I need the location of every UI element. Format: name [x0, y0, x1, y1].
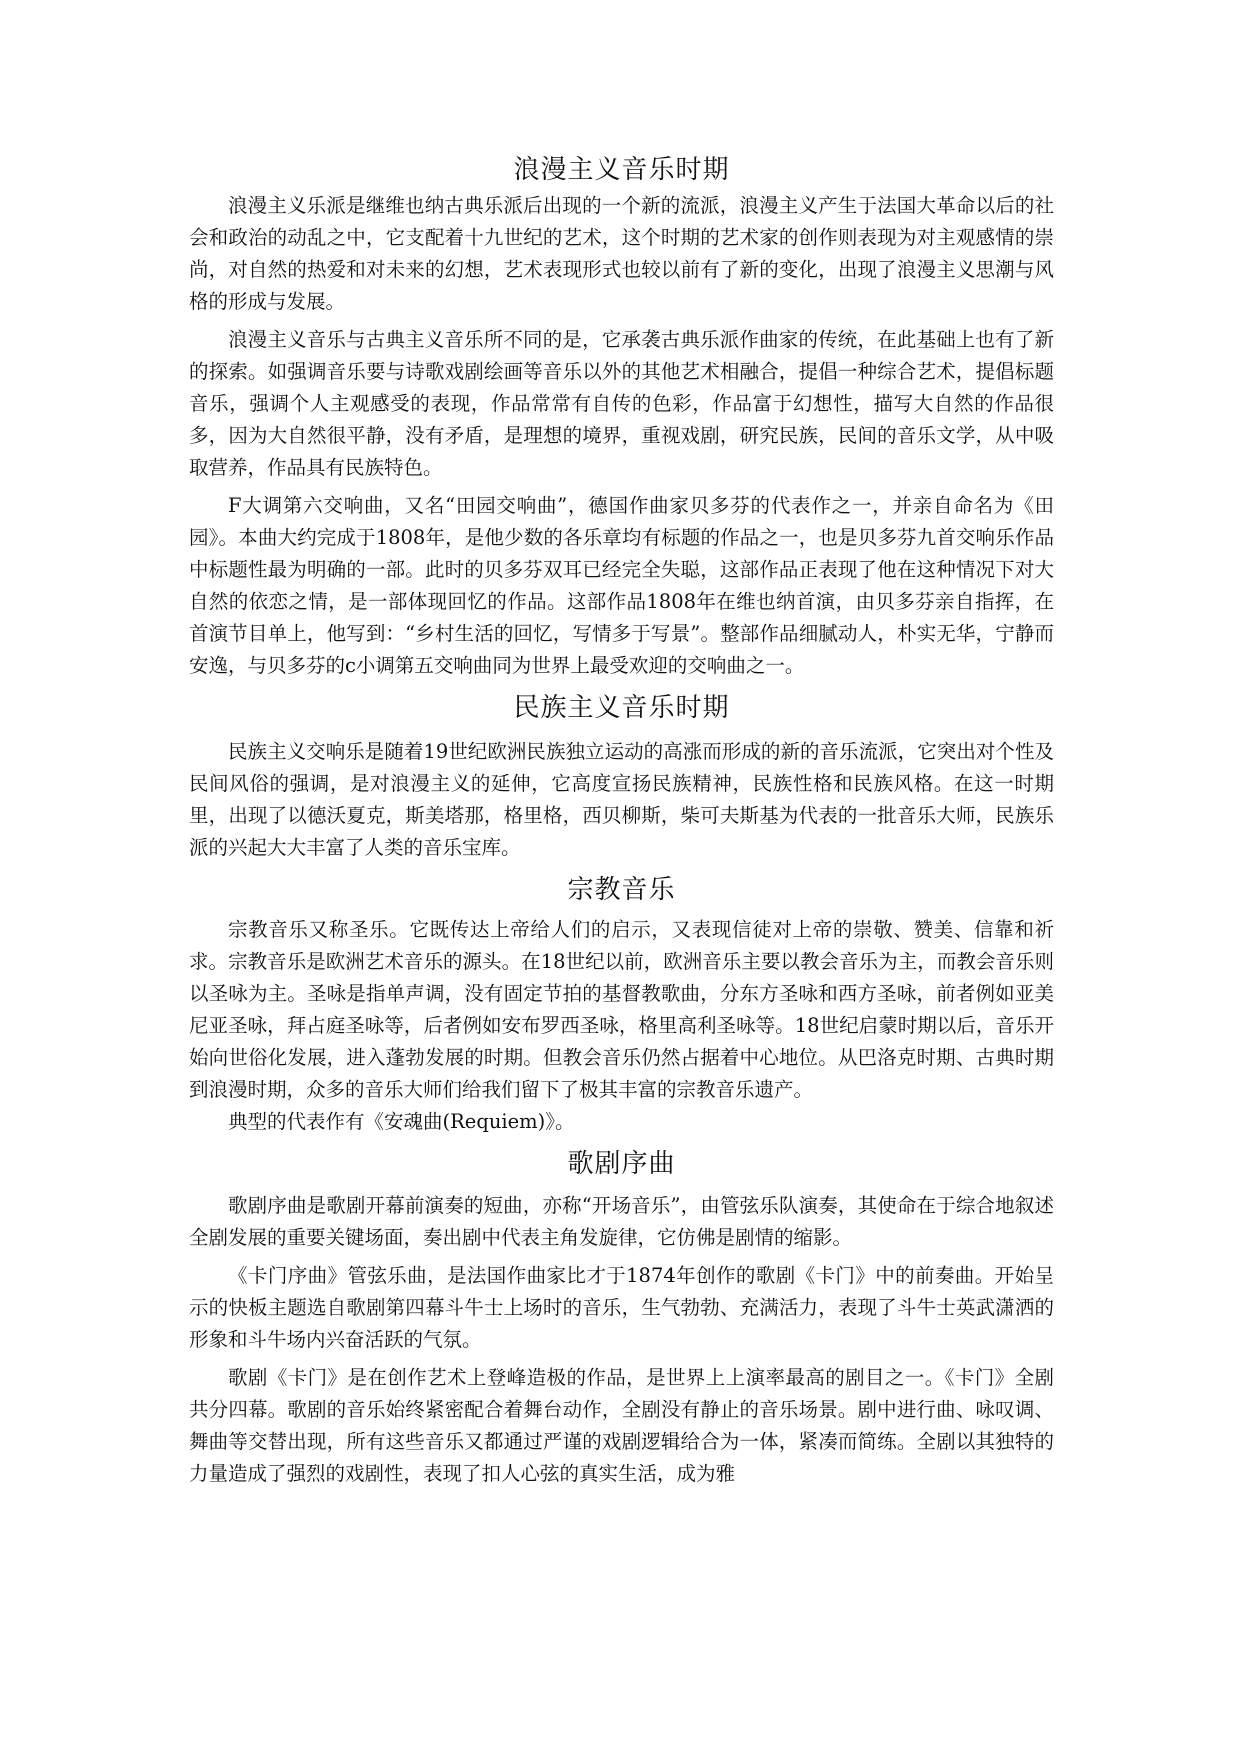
paragraph: 浪漫主义乐派是继维也纳古典乐派后出现的一个新的流派，浪漫主义产生于法国大革命以后的社会和政治的动乱之中，它支配着十九世纪的艺术，这个时期的艺术家的创作则表现为对主观感情的崇尚，对自然的热爱和对未来的幻想，艺术表现形式也较以前有了新的变化，出现了浪漫主义思潮与风格的形成与发展。: [189, 194, 1054, 313]
paragraph: 浪漫主义音乐与古典主义音乐所不同的是，它承袭古典乐派作曲家的传统，在此基础上也有了新的探索。如强调音乐要与诗歌戏剧绘画等音乐以外的其他艺术相融合，提倡一种综合艺术，提倡标题音乐，强调个人主观感受的表现，作品常常有自传的色彩，作品富于幻想性，描写大自然的作品很多，因为大自然很平静，没有矛盾，是理想的境界，重视戏剧，研究民族，民间的音乐文学，从中吸取营养，作品具有民族特色。: [189, 328, 1054, 479]
paragraph: 民族主义交响乐是随着19世纪欧洲民族独立运动的高涨而形成的新的音乐流派，它突出对个性及民间风俗的强调，是对浪漫主义的延伸，它高度宣扬民族精神，民族性格和民族风格。在这一时期里，出现了以德沃夏克，斯美塔那，格里格，西贝柳斯，柴可夫斯基为代表的一批音乐大师，民族乐派的兴起大大丰富了人类的音乐宝库。: [189, 740, 1054, 859]
section-romanticism: [189, 150, 1054, 682]
section-opera-overture: [189, 1144, 1054, 1490]
paragraph: 歌剧序曲是歌剧开幕前演奏的短曲，亦称“开场音乐”，由管弦乐队演奏，其使命在于综合地叙述全剧发展的重要关键场面，奏出剧中代表主角发旋律，它仿佛是剧情的缩影。: [189, 1194, 1054, 1249]
section-religious-music: [189, 870, 1054, 1138]
paragraph: 典型的代表作有《安魂曲(Requiem)》。: [228, 1110, 575, 1133]
section-title: 民族主义音乐时期: [513, 693, 730, 723]
section-title: 歌剧序曲: [567, 1149, 676, 1179]
section-nationalism: [189, 688, 1054, 864]
paragraph: 宗教音乐又称圣乐。它既传达上帝给人们的启示，又表现信徒对上帝的崇敬、赞美、信靠和祈求。宗教音乐是欧洲艺术音乐的源头。在18世纪以前，欧洲音乐主要以教会音乐为主，而教会音乐则以圣咏为主。圣咏是指单声调，没有固定节拍的基督教歌曲，分东方圣咏和西方圣咏，前者例如亚美尼亚圣咏，拜占庭圣咏等，后者例如安布罗西圣咏，格里高利圣咏等。18世纪启蒙时期以后，音乐开始向世俗化发展，进入蓬勃发展的时期。但教会音乐仍然占据着中心地位。从巴洛克时期、古典时期到浪漫时期，众多的音乐大师们给我们留下了极其丰富的宗教音乐遗产。: [189, 918, 1054, 1101]
paragraph: 歌剧《卡门》是在创作艺术上登峰造极的作品，是世界上上演率最高的剧目之一。《卡门》全剧共分四幕。歌剧的音乐始终紧密配合着舞台动作，全剧没有静止的音乐场景。剧中进行曲、咏叹调、舞曲等交替出现，所有这些音乐又都通过严谨的戏剧逻辑给合为一体，紧凑而简练。全剧以其独特的力量造成了强烈的戏剧性，表现了扣人心弦的真实生活，成为雅: [189, 1366, 1054, 1485]
paragraph: F大调第六交响曲，又名“田园交响曲”，德国作曲家贝多芬的代表作之一，并亲自命名为《田园》。本曲大约完成于1808年，是他少数的各乐章均有标题的作品之一，也是贝多芬九首交响乐作品中标题性最为明确的一部。此时的贝多芬双耳已经完全失聪，这部作品正表现了他在这种情况下对大自然的依恋之情，是一部体现回忆的作品。这部作品1808年在维也纳首演，由贝多芬亲自指挥，在首演节目单上，他写到：“乡村生活的回忆，写情多于写景”。整部作品细腻动人，朴实无华，宁静而安逸，与贝多芬的c小调第五交响曲同为世界上最受欢迎的交响曲之一。: [189, 494, 1054, 677]
section-title: 浪漫主义音乐时期: [513, 155, 730, 185]
document-page: [189, 150, 1054, 1490]
section-title: 宗教音乐: [567, 875, 676, 905]
paragraph: 《卡门序曲》管弦乐曲，是法国作曲家比才于1874年创作的歌剧《卡门》中的前奏曲。开始呈示的快板主题选自歌剧第四幕斗牛士上场时的音乐，生气勃勃、充满活力，表现了斗牛士英武潇洒的形象和斗牛场内兴奋活跃的气氛。: [189, 1264, 1054, 1351]
